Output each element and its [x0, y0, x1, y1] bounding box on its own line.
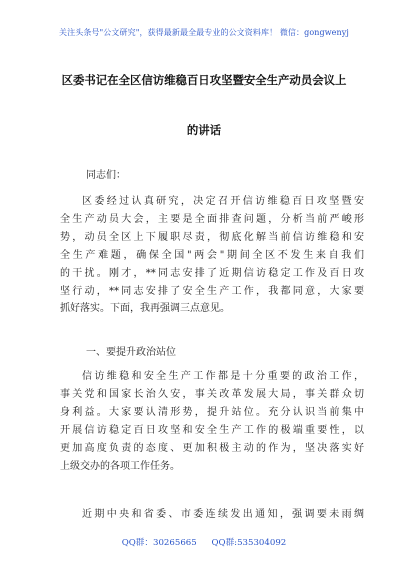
paragraph-line: 势，动员全区上下履职尽责，彻底化解当前信访维稳和安 — [60, 231, 364, 243]
paragraph-line: 的干扰。刚才，**同志安排了近期信访稳定工作及百日攻 — [60, 267, 364, 279]
paragraph-line: 近期中央和省委、市委连续发出通知，强调要未雨绸 — [82, 509, 364, 520]
qq-group-2: QQ群:535304092 — [211, 538, 287, 548]
qq-group-1: QQ群：30265665 — [121, 538, 197, 548]
paragraph-line: 全生产难题，确保全国"两会"期间全区不发生来自我们 — [60, 249, 364, 261]
paragraph-3 — [60, 506, 364, 524]
section-heading: 一、要提升政治站位 — [86, 347, 176, 358]
paragraph-line: 全生产动员大会，主要是全面排查问题，分析当前严峻形 — [60, 213, 364, 225]
salutation: 同志们： — [86, 170, 126, 181]
paragraph-line: 信访维稳和安全生产工作都是十分重要的政治工作， — [82, 371, 364, 382]
paragraph-line: 更加高度负责的态度、更加积极主动的作为，坚决落实好 — [60, 442, 364, 454]
paragraph-line: 事关党和国家长治久安，事关改革发展大局，事关群众切 — [60, 388, 364, 400]
paragraph-line: 开展信访稳定百日攻坚和安全生产工作的极端重要性，以 — [60, 424, 364, 436]
paragraph-2 — [60, 368, 364, 475]
paragraph-line: 抓好落实。下面，我再强调三点意见。 — [60, 303, 230, 315]
footer-contact — [0, 536, 408, 548]
paragraph-line: 坚行动，**同志安排了安全生产工作，我都同意，大家要 — [60, 285, 364, 297]
document-title-line-2: 的讲话 — [186, 123, 222, 137]
header-banner: 关注头条号"公文研究"，获得最新最全最专业的公文资料库！ 微信：gongwenyj — [59, 28, 349, 37]
paragraph-1 — [60, 193, 364, 318]
paragraph-line: 身利益。大家要认清形势，提升站位。充分认识当前集中 — [60, 406, 364, 418]
document-title-line-1: 区委书记在全区信访维稳百日攻坚暨安全生产动员会议上 — [61, 73, 347, 87]
paragraph-line: 上级交办的各项工作任务。 — [60, 460, 180, 472]
paragraph-line: 区委经过认真研究，决定召开信访维稳百日攻坚暨安 — [82, 196, 364, 207]
